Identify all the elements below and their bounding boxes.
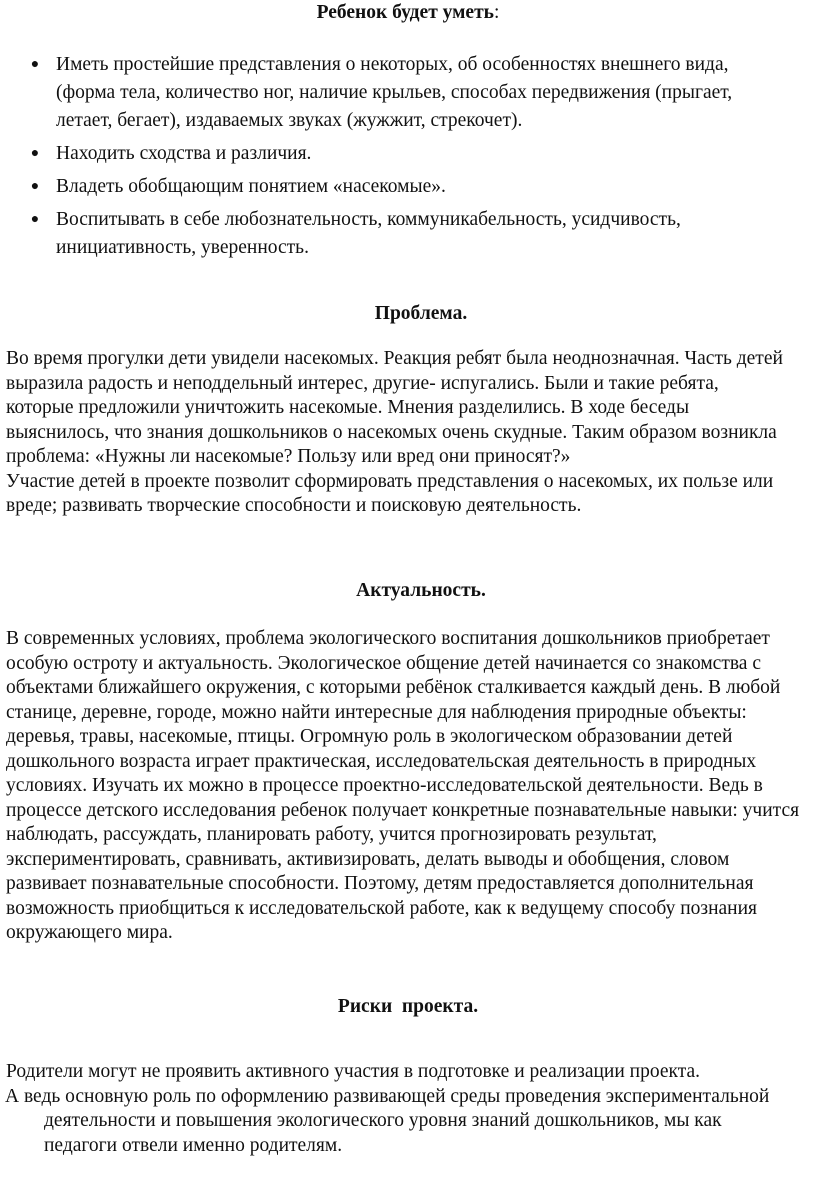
risks-paragraph: Родители могут не проявить активного участия в подготовке и реализации проекта. — [6, 1061, 701, 1082]
relevance-body — [0, 627, 816, 946]
bullet-icon: ● — [30, 57, 40, 72]
list-item-text: Находить сходства и различия. — [56, 143, 312, 164]
list-item-text: Воспитывать в себе любознательность, коммуникабельность, усидчивость, инициативность, уверенность. — [56, 209, 681, 258]
skills-heading — [0, 1, 816, 26]
bullet-icon: ● — [30, 179, 40, 194]
list-item — [0, 140, 800, 168]
list-item — [0, 173, 800, 201]
list-item-text: Владеть обобщающим понятием «насекомые». — [56, 176, 446, 197]
problem-body — [0, 347, 790, 519]
skills-list — [0, 51, 800, 267]
list-item-text: Иметь простейшие представления о некоторых, об особенностях внешнего вида,(форма тела, количество ног, наличие крыльев, способах передвижения (прыгает, летает, бегает), издаваемых звуках (жужжит, стрекочет). — [56, 54, 733, 131]
list-item — [0, 206, 800, 262]
problem-paragraph: Во время прогулки дети увидели насекомых. Реакция ребят была неоднозначная. Часть детей выразила радость и неподдельный интерес, другие- испугались. Были и такие ребята, которые предложили уничтожить насекомые. Мнения разделились. В ходе беседы выяснилось, что знания дошкольников о насекомых очень скудные. Таким образом возникла проблема: «Нужны ли насекомые? Пользу или вред они приносят?» — [6, 348, 783, 467]
bullet-icon: ● — [30, 146, 40, 161]
problem-paragraph: Участие детей в проекте позволит сформировать представления о насекомых, их пользе или вреде; развивать творческие способности и поисковую деятельность. — [6, 470, 774, 516]
risks-heading: Риски проекта. — [337, 996, 479, 1017]
skills-heading-text: Ребенок будет уметь — [316, 2, 494, 23]
relevance-heading: Актуальность. — [356, 580, 486, 601]
bullet-icon: ● — [30, 212, 40, 227]
problem-heading: Проблема. — [374, 303, 468, 324]
risks-paragraph: А ведь основную роль по оформлению развивающей среды проведения экспериментальной деятельности и повышения экологического уровня знаний дошкольников, мы как педагоги отвели именно родителям. — [5, 1085, 770, 1156]
skills-heading-colon: : — [493, 2, 500, 23]
risks-body — [0, 1060, 800, 1158]
list-item — [0, 51, 800, 135]
relevance-paragraph: В современных условиях, проблема экологического воспитания дошкольников приобретает особую остроту и актуальность. Экологическое общение детей начинается со знакомства с объектами ближайшего окружения, с которыми ребёнок сталкивается каждый день. В любой станице, деревне, городе, можно найти интересные для наблюдения природные объекты: деревья, травы, насекомые, птицы. Огромную роль в экологическом образовании детей дошкольного возраста играет практическая, исследовательская деятельность в природных условиях. Изучать их можно в процессе проектно-исследовательской деятельности. Ведь в процессе детского исследования ребенок получает конкретные познавательные навыки: учится наблюдать, рассуждать, планировать работу, учится прогнозировать результат, экспериментировать, сравнивать, активизировать, делать выводы и обобщения, словом развивает познавательные способности. Поэтому, детям предоставляется дополнительная возможность приобщиться к исследовательской работе, как к ведущему способу познания окружающего мира. — [6, 628, 800, 943]
